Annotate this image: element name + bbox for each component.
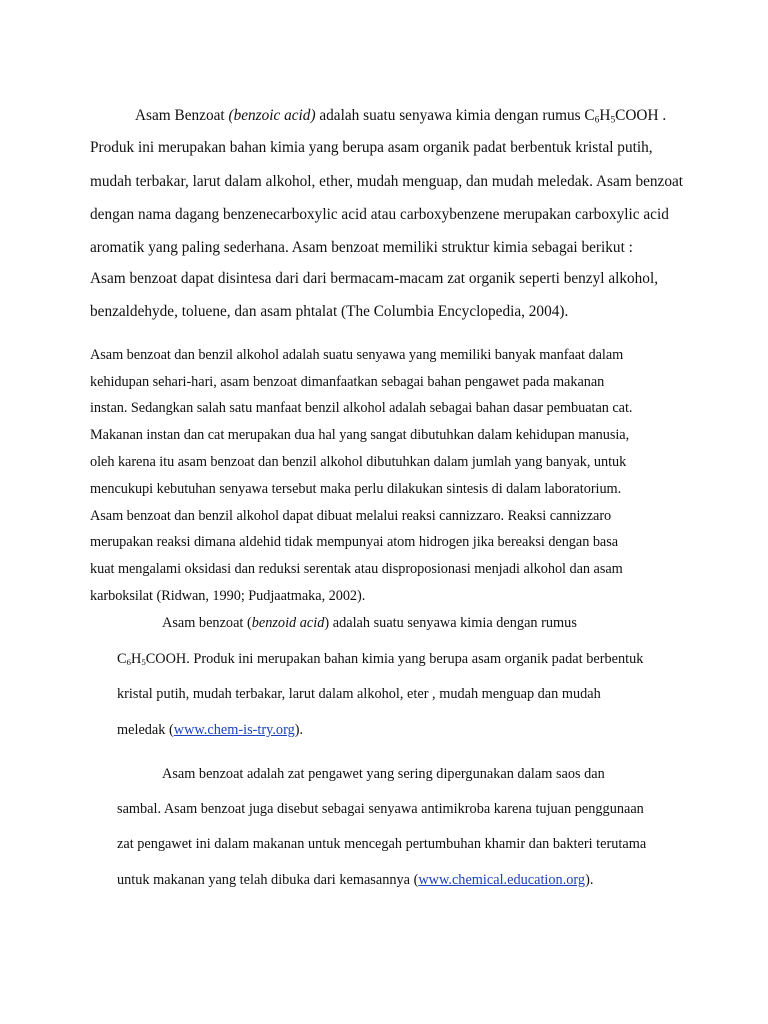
s1-line-4: dengan nama dagang benzenecarboxylic acid atau carboxybenzene merupakan carboxylic acid xyxy=(90,206,669,223)
s3-l4-text-a: meledak ( xyxy=(117,722,174,738)
s1-line-5: aromatik yang paling sederhana. Asam benzoat memiliki struktur kimia sebagai berikut : xyxy=(90,239,633,256)
s3-line-4 xyxy=(117,722,303,739)
s1-l1-sub-2: 5 xyxy=(610,115,616,126)
s2-line-2: kehidupan sehari-hari, asam benzoat dimanfaatkan sebagai bahan pengawet pada makanan xyxy=(90,374,605,390)
s4-line-1: Asam benzoat adalah zat pengawet yang sering dipergunakan dalam saos dan xyxy=(162,766,605,782)
s3-l1-text-b: ) adalah suatu senyawa kimia dengan rumus xyxy=(324,615,577,631)
s1-line-6: Asam benzoat dapat disintesa dari dari bermacam-macam zat organik seperti benzyl alkohol, xyxy=(90,270,659,287)
s1-l1-text-a: Asam Benzoat xyxy=(135,107,229,124)
s3-l2-sub-1: 6 xyxy=(126,657,131,668)
s1-l1-text-b: adalah suatu senyawa kimia dengan rumus C xyxy=(315,107,595,124)
s4-line-3: zat pengawet ini dalam makanan untuk mencegah pertumbuhan khamir dan bakteri terutama xyxy=(117,836,647,852)
s2-line-9: kuat mengalami oksidasi dan reduksi serentak atau disproposionasi menjadi alkohol dan asam xyxy=(90,561,623,577)
s3-line-1 xyxy=(162,615,577,632)
s2-line-5: oleh karena itu asam benzoat dan benzil alkohol dibutuhkan dalam jumlah yang banyak, untuk xyxy=(90,454,627,470)
s4-line-4 xyxy=(117,872,593,889)
s2-line-3: instan. Sedangkan salah satu manfaat benzil alkohol adalah sebagai bahan dasar pembuatan cat. xyxy=(90,400,633,416)
s3-l2-h: H xyxy=(130,651,142,667)
s3-l1-text-a: Asam benzoat ( xyxy=(162,615,252,631)
s4-line-2: sambal. Asam benzoat juga disebut sebagai senyawa antimikroba karena tujuan penggunaan xyxy=(117,801,644,817)
s1-line-2: Produk ini merupakan bahan kimia yang berupa asam organik padat berbentuk kristal putih, xyxy=(90,139,653,156)
s2-line-10: karboksilat (Ridwan, 1990; Pudjaatmaka, 2002). xyxy=(90,588,366,604)
s1-l1-sub-1: 6 xyxy=(594,115,600,126)
chem-is-try-link[interactable]: www.chem-is-try.org xyxy=(173,722,295,738)
s1-l1-formula-end: COOH . xyxy=(615,107,667,124)
s1-line-7: benzaldehyde, toluene, dan asam phtalat (The Columbia Encyclopedia, 2004). xyxy=(90,303,569,320)
s1-l1-h: H xyxy=(599,107,611,124)
s3-l1-italic: benzoid acid xyxy=(251,615,325,631)
s3-l2-sub-2: 5 xyxy=(141,657,146,668)
s2-line-4: Makanan instan dan cat merupakan dua hal yang sangat dibutuhkan dalam kehidupan manusia, xyxy=(90,427,630,443)
s2-line-6: mencukupi kebutuhan senyawa tersebut maka perlu dilakukan sintesis di dalam laboratorium. xyxy=(90,481,622,497)
s4-l4-text-a: untuk makanan yang telah dibuka dari kemasannya ( xyxy=(117,872,419,888)
s3-l4-text-b: ). xyxy=(294,722,304,738)
s2-line-7: Asam benzoat dan benzil alkohol dapat dibuat melalui reaksi cannizzaro. Reaksi cannizzaro xyxy=(90,508,612,524)
s2-line-1: Asam benzoat dan benzil alkohol adalah suatu senyawa yang memiliki banyak manfaat dalam xyxy=(90,347,624,363)
s1-l1-italic: (benzoic acid) xyxy=(228,107,316,124)
s2-line-8: merupakan reaksi dimana aldehid tidak mempunyai atom hidrogen jika bereaksi dengan basa xyxy=(90,534,619,550)
s4-l4-text-b: ). xyxy=(585,872,594,888)
s3-l2-c: C xyxy=(117,651,127,667)
s1-line-1 xyxy=(135,107,666,125)
s3-l2-text: COOH. Produk ini merupakan bahan kimia yang berupa asam organik padat berbentuk xyxy=(145,651,644,667)
s3-line-3: kristal putih, mudah terbakar, larut dalam alkohol, eter , mudah menguap dan mudah xyxy=(117,686,601,702)
s3-line-2 xyxy=(117,651,643,668)
s1-line-3: mudah terbakar, larut dalam alkohol, ether, mudah menguap, dan mudah meledak. Asam benzoat xyxy=(90,173,684,190)
chemical-education-link[interactable]: www.chemical.education.org xyxy=(418,872,586,888)
